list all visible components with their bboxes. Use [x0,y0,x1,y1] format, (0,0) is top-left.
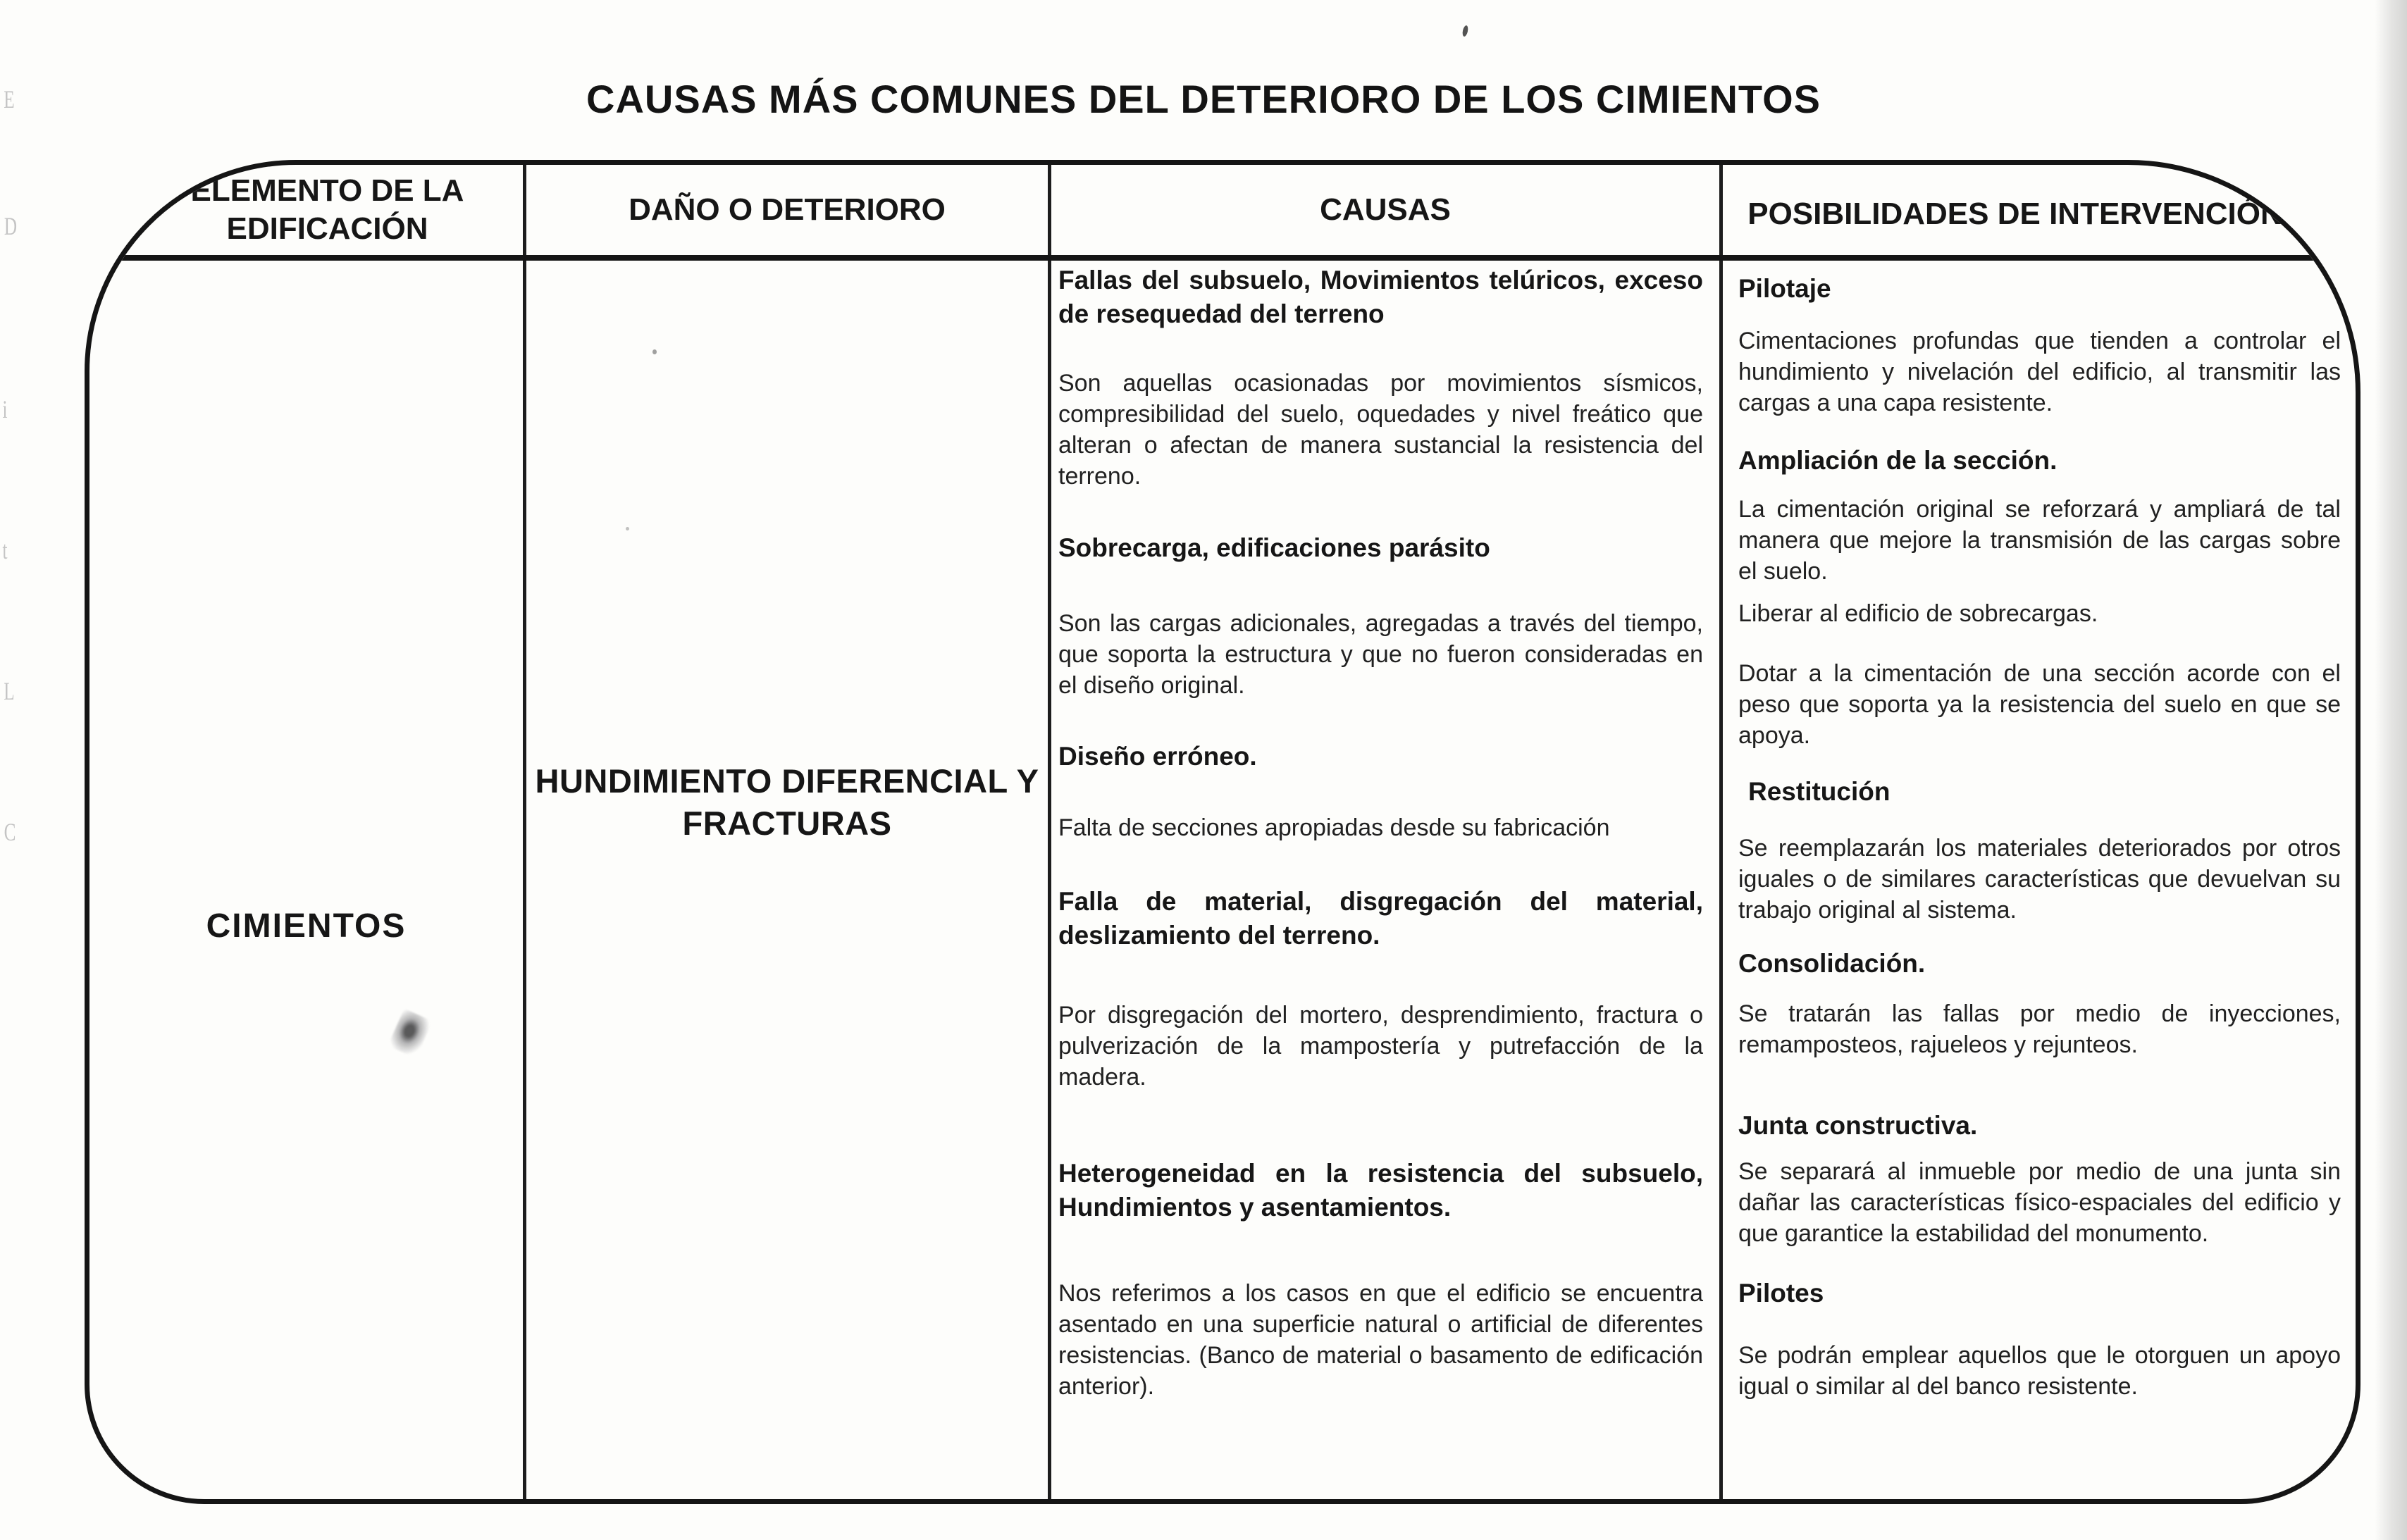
intervention-paragraph: La cimentación original se reforzará y ampliará de tal manera que mejore la transmisión de las cargas sobre el suelo. [1738,496,2341,585]
header-dano: DAÑO O DETERIORO [629,192,946,227]
scan-artifact: t [2,536,8,564]
intervention-paragraph: Se reemplazarán los materiales deteriorados por otros iguales o de similares características que devuelvan su trabajo original al sistema. [1738,835,2341,924]
intervention-paragraph: Se podrán emplear aquellos que le otorguen un apoyo igual o similar al del banco resistente. [1738,1342,2341,1400]
column-divider [1719,165,1723,1499]
cause-heading: Falla de material, disgregación del material, deslizamiento del terreno. [1058,887,1703,950]
scan-edge-shadow [2375,0,2407,1540]
cause-paragraph: Nos referimos a los casos en que el edificio se encuentra asentado en una superficie natural o artificial de diferentes resistencias. (Banco de material o basamento de edificación anterior). [1058,1280,1703,1400]
intervention-heading: Consolidación. [1738,949,1926,978]
header-posibilidades: POSIBILIDADES DE INTERVENCIÓN [1747,197,2283,231]
scan-artifact: E [4,85,15,113]
cause-paragraph: Por disgregación del mortero, desprendimiento, fractura o pulverización de la mampostería y putrefacción de la madera. [1058,1002,1703,1091]
intervention-paragraph: Dotar a la cimentación de una sección acorde con el peso que soporta ya la resistencia del suelo en que se apoya. [1738,660,2341,749]
intervention-paragraph: Se separará al inmueble por medio de una junta sin dañar las características físico-espaciales del edificio y que garantice la estabilidad del monumento. [1738,1158,2341,1247]
cause-heading: Sobrecarga, edificaciones parásito [1058,533,1490,562]
scan-artifact: L [4,677,15,705]
scan-artifact: i [2,395,8,423]
scan-speck [1461,25,1468,37]
cause-heading: Diseño erróneo. [1058,742,1257,771]
intervention-heading: Pilotes [1738,1279,1824,1308]
page-title: CAUSAS MÁS COMUNES DEL DETERIORO DE LOS CIMIENTOS [586,77,1821,121]
cell-damage-label: HUNDIMIENTO DIFERENCIAL Y FRACTURAS [535,762,1039,842]
scan-artifact: C [4,818,16,846]
deterioration-table [85,160,2360,1504]
cause-paragraph: Falta de secciones apropiadas desde su fabricación [1058,814,1610,841]
cell-element-label: CIMIENTOS [206,907,407,945]
header-elemento: ELEMENTO DE LA EDIFICACIÓN [190,173,464,246]
cause-heading: Heterogeneidad en la resistencia del subsuelo, Hundimientos y asentamientos. [1058,1159,1703,1222]
intervention-heading: Ampliación de la sección. [1738,446,2058,475]
scan-artifact: D [4,212,18,240]
cause-paragraph: Son aquellas ocasionadas por movimientos sísmicos, compresibilidad del suelo, oquedades y nivel freático que alteran o afectan de manera sustancial la resistencia del terreno. [1058,370,1703,490]
intervention-paragraph: Cimentaciones profundas que tienden a controlar el hundimiento y nivelación del edificio, al transmitir las cargas a una capa resistente. [1738,328,2341,416]
column-divider [1048,165,1051,1499]
intervention-heading: Restitución [1748,777,1891,806]
header-causas: CAUSAS [1320,192,1451,227]
intervention-heading: Pilotaje [1738,274,1831,303]
intervention-heading: Junta constructiva. [1738,1111,1978,1140]
cause-paragraph: Son las cargas adicionales, agregadas a través del tiempo, que soporta la estructura y que no fueron consideradas en el diseño original. [1058,610,1703,699]
intervention-paragraph: Se tratarán las fallas por medio de inyecciones, remamposteos, rajueleos y rejunteos. [1738,1000,2341,1058]
intervention-paragraph: Liberar al edificio de sobrecargas. [1738,600,2098,627]
cause-heading: Fallas del subsuelo, Movimientos telúricos, exceso de resequedad del terreno [1058,266,1703,328]
